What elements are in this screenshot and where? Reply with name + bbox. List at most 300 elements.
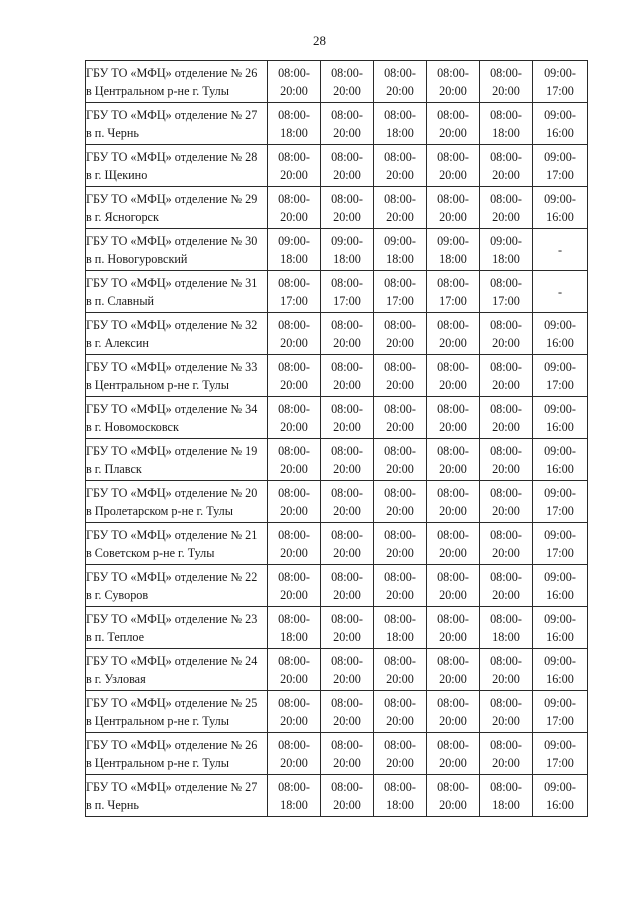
hours-cell: [480, 523, 533, 565]
hours-cell: [480, 397, 533, 439]
department-cell: [86, 775, 268, 817]
hours-open: 08:00-: [278, 695, 310, 710]
hours-close: 20:00: [333, 713, 361, 728]
hours-close: 20:00: [492, 377, 520, 392]
table-row: [86, 775, 588, 817]
hours-open: 08:00-: [331, 275, 363, 290]
hours-cell: [374, 775, 427, 817]
department-cell: [86, 733, 268, 775]
hours-cell: [533, 523, 588, 565]
hours-open: 08:00-: [278, 569, 310, 584]
hours-open: 08:00-: [384, 611, 416, 626]
hours-cell: [533, 439, 588, 481]
department-cell: [86, 565, 268, 607]
hours-cell: [533, 649, 588, 691]
hours-open: 08:00-: [384, 485, 416, 500]
hours-open: 08:00-: [331, 191, 363, 206]
hours-close: 16:00: [546, 629, 574, 644]
table-row: [86, 649, 588, 691]
hours-open: 08:00-: [384, 527, 416, 542]
hours-cell: [374, 397, 427, 439]
table-row: [86, 691, 588, 733]
hours-cell: [268, 691, 321, 733]
department-name: ГБУ ТО «МФЦ» отделение № 25: [86, 695, 258, 710]
hours-open: 08:00-: [384, 695, 416, 710]
hours-cell: [427, 271, 480, 313]
hours-open: 09:00-: [544, 149, 576, 164]
hours-open: 08:00-: [331, 401, 363, 416]
hours-close: 20:00: [439, 461, 467, 476]
table-row: [86, 313, 588, 355]
department-cell: [86, 271, 268, 313]
hours-cell: [533, 271, 588, 313]
hours-close: 20:00: [280, 671, 308, 686]
department-location: в г. Щекино: [86, 167, 148, 182]
hours-cell: [480, 691, 533, 733]
hours-cell: [268, 61, 321, 103]
hours-open: 09:00-: [544, 191, 576, 206]
department-name: ГБУ ТО «МФЦ» отделение № 19: [86, 443, 258, 458]
department-location: в п. Чернь: [86, 125, 139, 140]
department-location: в г. Суворов: [86, 587, 149, 602]
hours-cell: [374, 187, 427, 229]
hours-open: 08:00-: [278, 611, 310, 626]
hours-cell: [321, 565, 374, 607]
hours-cell: [321, 355, 374, 397]
hours-close: 20:00: [492, 167, 520, 182]
hours-cell: [374, 523, 427, 565]
hours-open: 08:00-: [490, 695, 522, 710]
department-name: ГБУ ТО «МФЦ» отделение № 28: [86, 149, 258, 164]
department-name: ГБУ ТО «МФЦ» отделение № 34: [86, 401, 258, 416]
hours-open: 09:00-: [544, 695, 576, 710]
hours-close: 18:00: [280, 251, 308, 266]
hours-open: 08:00-: [437, 359, 469, 374]
hours-open: 08:00-: [384, 275, 416, 290]
hours-cell: [321, 607, 374, 649]
hours-open: 08:00-: [331, 149, 363, 164]
hours-close: 16:00: [546, 125, 574, 140]
hours-close: 20:00: [386, 671, 414, 686]
hours-open: 08:00-: [437, 695, 469, 710]
hours-open: 08:00-: [331, 443, 363, 458]
hours-close: 20:00: [386, 503, 414, 518]
hours-close: 20:00: [333, 83, 361, 98]
hours-close: 16:00: [546, 209, 574, 224]
hours-cell: [533, 145, 588, 187]
hours-open: 09:00-: [544, 107, 576, 122]
hours-cell: [480, 145, 533, 187]
hours-open: 08:00-: [331, 65, 363, 80]
hours-cell: [533, 187, 588, 229]
hours-open: 09:00-: [544, 443, 576, 458]
hours-cell: [533, 691, 588, 733]
department-name: ГБУ ТО «МФЦ» отделение № 32: [86, 317, 258, 332]
hours-open: 08:00-: [278, 107, 310, 122]
hours-open: 08:00-: [490, 317, 522, 332]
hours-cell: [427, 691, 480, 733]
hours-open: 08:00-: [278, 317, 310, 332]
hours-cell: [533, 607, 588, 649]
hours-cell: [321, 187, 374, 229]
hours-cell: [268, 313, 321, 355]
department-cell: [86, 145, 268, 187]
hours-cell: [321, 229, 374, 271]
hours-open: 08:00-: [437, 317, 469, 332]
hours-close: 20:00: [280, 755, 308, 770]
hours-close: 20:00: [333, 209, 361, 224]
hours-open: 08:00-: [437, 737, 469, 752]
hours-open: 09:00-: [490, 233, 522, 248]
hours-close: 20:00: [492, 461, 520, 476]
hours-open: 09:00-: [544, 401, 576, 416]
hours-cell: [427, 61, 480, 103]
hours-cell: [427, 481, 480, 523]
hours-cell: [533, 733, 588, 775]
department-name: ГБУ ТО «МФЦ» отделение № 27: [86, 107, 258, 122]
hours-open: 08:00-: [490, 611, 522, 626]
hours-close: 16:00: [546, 671, 574, 686]
hours-close: 20:00: [386, 335, 414, 350]
hours-open: 09:00-: [544, 737, 576, 752]
hours-close: 20:00: [333, 503, 361, 518]
hours-cell: [374, 229, 427, 271]
hours-cell: [480, 229, 533, 271]
department-name: ГБУ ТО «МФЦ» отделение № 30: [86, 233, 258, 248]
hours-close: 20:00: [333, 167, 361, 182]
hours-cell: [427, 733, 480, 775]
hours-open: 08:00-: [384, 149, 416, 164]
hours-open: 08:00-: [384, 359, 416, 374]
hours-open: 08:00-: [384, 779, 416, 794]
hours-cell: [480, 355, 533, 397]
hours-close: 17:00: [439, 293, 467, 308]
hours-close: 20:00: [439, 671, 467, 686]
hours-close: 20:00: [386, 545, 414, 560]
department-name: ГБУ ТО «МФЦ» отделение № 24: [86, 653, 258, 668]
hours-cell: [268, 565, 321, 607]
table-row: [86, 229, 588, 271]
hours-cell: [427, 355, 480, 397]
hours-cell: [374, 481, 427, 523]
hours-cell: [374, 103, 427, 145]
hours-cell: [268, 649, 321, 691]
table-row: [86, 61, 588, 103]
hours-close: 20:00: [492, 209, 520, 224]
department-location: в п. Новогуровский: [86, 251, 188, 266]
hours-open: 08:00-: [384, 317, 416, 332]
department-cell: [86, 313, 268, 355]
hours-open: 08:00-: [437, 611, 469, 626]
department-location: в Пролетарском р-не г. Тулы: [86, 503, 233, 518]
hours-cell: [480, 733, 533, 775]
hours-open: 08:00-: [331, 779, 363, 794]
page-number: 28: [313, 33, 326, 48]
hours-open: 08:00-: [384, 653, 416, 668]
hours-open: 08:00-: [278, 401, 310, 416]
hours-cell: [427, 145, 480, 187]
hours-close: 20:00: [439, 167, 467, 182]
hours-open: 08:00-: [384, 107, 416, 122]
hours-close: 17:00: [546, 377, 574, 392]
table-row: [86, 271, 588, 313]
no-hours-dash: -: [557, 242, 563, 257]
hours-cell: [427, 775, 480, 817]
hours-open: 08:00-: [331, 611, 363, 626]
hours-close: 20:00: [492, 503, 520, 518]
hours-open: 08:00-: [490, 737, 522, 752]
hours-cell: [480, 187, 533, 229]
hours-close: 20:00: [439, 587, 467, 602]
hours-open: 08:00-: [331, 359, 363, 374]
department-name: ГБУ ТО «МФЦ» отделение № 20: [86, 485, 258, 500]
hours-close: 20:00: [280, 167, 308, 182]
hours-close: 20:00: [280, 545, 308, 560]
department-name: ГБУ ТО «МФЦ» отделение № 26: [86, 65, 258, 80]
hours-open: 08:00-: [490, 779, 522, 794]
department-cell: [86, 481, 268, 523]
hours-cell: [427, 565, 480, 607]
hours-cell: [533, 229, 588, 271]
hours-open: 08:00-: [437, 401, 469, 416]
hours-close: 18:00: [280, 629, 308, 644]
hours-close: 20:00: [492, 713, 520, 728]
hours-open: 08:00-: [331, 485, 363, 500]
hours-cell: [321, 691, 374, 733]
hours-cell: [268, 271, 321, 313]
department-location: в Центральном р-не г. Тулы: [86, 755, 229, 770]
hours-open: 09:00-: [544, 611, 576, 626]
hours-close: 20:00: [333, 377, 361, 392]
hours-cell: [427, 523, 480, 565]
hours-open: 09:00-: [544, 527, 576, 542]
department-location: в г. Ясногорск: [86, 209, 159, 224]
hours-close: 20:00: [439, 419, 467, 434]
department-cell: [86, 229, 268, 271]
hours-cell: [268, 439, 321, 481]
hours-close: 17:00: [333, 293, 361, 308]
hours-close: 20:00: [439, 713, 467, 728]
hours-close: 20:00: [333, 629, 361, 644]
hours-open: 08:00-: [278, 737, 310, 752]
department-cell: [86, 355, 268, 397]
hours-close: 17:00: [546, 167, 574, 182]
hours-cell: [480, 565, 533, 607]
hours-close: 20:00: [386, 167, 414, 182]
hours-open: 09:00-: [544, 653, 576, 668]
hours-close: 20:00: [439, 125, 467, 140]
hours-cell: [374, 565, 427, 607]
hours-open: 08:00-: [437, 149, 469, 164]
hours-cell: [268, 187, 321, 229]
hours-cell: [480, 481, 533, 523]
hours-open: 08:00-: [331, 737, 363, 752]
table-row: [86, 187, 588, 229]
table-row: [86, 481, 588, 523]
hours-close: 17:00: [492, 293, 520, 308]
schedule-body: [86, 61, 588, 817]
hours-close: 20:00: [280, 419, 308, 434]
hours-open: 08:00-: [437, 485, 469, 500]
hours-open: 08:00-: [384, 401, 416, 416]
department-location: в Центральном р-не г. Тулы: [86, 713, 229, 728]
hours-open: 09:00-: [544, 317, 576, 332]
hours-close: 18:00: [386, 125, 414, 140]
hours-close: 20:00: [333, 755, 361, 770]
hours-close: 20:00: [492, 545, 520, 560]
table-row: [86, 565, 588, 607]
hours-cell: [480, 607, 533, 649]
hours-open: 08:00-: [437, 107, 469, 122]
department-cell: [86, 691, 268, 733]
hours-cell: [374, 691, 427, 733]
hours-open: 08:00-: [490, 191, 522, 206]
hours-open: 08:00-: [278, 653, 310, 668]
department-name: ГБУ ТО «МФЦ» отделение № 21: [86, 527, 258, 542]
department-name: ГБУ ТО «МФЦ» отделение № 27: [86, 779, 258, 794]
hours-open: 08:00-: [384, 443, 416, 458]
hours-close: 18:00: [386, 251, 414, 266]
hours-close: 20:00: [280, 503, 308, 518]
hours-open: 09:00-: [544, 779, 576, 794]
department-cell: [86, 61, 268, 103]
hours-close: 20:00: [280, 713, 308, 728]
table-row: [86, 607, 588, 649]
department-name: ГБУ ТО «МФЦ» отделение № 31: [86, 275, 258, 290]
hours-open: 08:00-: [331, 569, 363, 584]
hours-open: 08:00-: [490, 653, 522, 668]
hours-close: 20:00: [280, 377, 308, 392]
hours-close: 20:00: [439, 335, 467, 350]
department-name: ГБУ ТО «МФЦ» отделение № 23: [86, 611, 258, 626]
department-name: ГБУ ТО «МФЦ» отделение № 33: [86, 359, 258, 374]
hours-close: 17:00: [546, 83, 574, 98]
hours-cell: [427, 187, 480, 229]
hours-close: 20:00: [386, 419, 414, 434]
hours-close: 16:00: [546, 335, 574, 350]
hours-open: 08:00-: [437, 653, 469, 668]
department-location: в Центральном р-не г. Тулы: [86, 377, 229, 392]
hours-open: 08:00-: [331, 695, 363, 710]
hours-close: 16:00: [546, 797, 574, 812]
hours-cell: [374, 145, 427, 187]
hours-cell: [321, 775, 374, 817]
department-cell: [86, 523, 268, 565]
hours-close: 20:00: [492, 83, 520, 98]
department-location: в п. Теплое: [86, 629, 145, 644]
hours-cell: [480, 313, 533, 355]
hours-close: 18:00: [280, 125, 308, 140]
hours-close: 20:00: [492, 671, 520, 686]
hours-close: 20:00: [386, 377, 414, 392]
hours-close: 18:00: [386, 629, 414, 644]
hours-cell: [268, 775, 321, 817]
hours-close: 20:00: [280, 209, 308, 224]
hours-close: 17:00: [546, 503, 574, 518]
hours-open: 09:00-: [544, 569, 576, 584]
department-name: ГБУ ТО «МФЦ» отделение № 22: [86, 569, 258, 584]
hours-cell: [480, 775, 533, 817]
hours-close: 17:00: [546, 545, 574, 560]
hours-open: 09:00-: [544, 65, 576, 80]
hours-cell: [533, 397, 588, 439]
hours-cell: [321, 271, 374, 313]
hours-close: 20:00: [439, 209, 467, 224]
hours-cell: [268, 607, 321, 649]
hours-cell: [268, 733, 321, 775]
hours-open: 08:00-: [490, 401, 522, 416]
hours-close: 20:00: [386, 461, 414, 476]
hours-cell: [321, 61, 374, 103]
hours-open: 08:00-: [331, 527, 363, 542]
hours-cell: [533, 61, 588, 103]
hours-close: 18:00: [492, 629, 520, 644]
hours-open: 08:00-: [437, 527, 469, 542]
hours-open: 08:00-: [384, 737, 416, 752]
hours-open: 08:00-: [490, 485, 522, 500]
hours-close: 20:00: [333, 587, 361, 602]
department-location: в п. Славный: [86, 293, 155, 308]
hours-close: 17:00: [280, 293, 308, 308]
hours-open: 08:00-: [278, 485, 310, 500]
hours-cell: [268, 397, 321, 439]
table-row: [86, 145, 588, 187]
hours-close: 20:00: [492, 587, 520, 602]
hours-close: 20:00: [386, 209, 414, 224]
hours-cell: [374, 439, 427, 481]
hours-open: 08:00-: [437, 65, 469, 80]
hours-open: 08:00-: [490, 359, 522, 374]
hours-open: 09:00-: [544, 485, 576, 500]
hours-close: 20:00: [386, 587, 414, 602]
hours-open: 09:00-: [384, 233, 416, 248]
hours-close: 20:00: [439, 755, 467, 770]
department-cell: [86, 187, 268, 229]
hours-cell: [268, 523, 321, 565]
hours-close: 20:00: [439, 797, 467, 812]
hours-cell: [321, 313, 374, 355]
hours-cell: [427, 103, 480, 145]
table-row: [86, 523, 588, 565]
hours-open: 08:00-: [331, 317, 363, 332]
hours-close: 18:00: [439, 251, 467, 266]
table-row: [86, 103, 588, 145]
hours-open: 08:00-: [490, 527, 522, 542]
hours-open: 08:00-: [490, 107, 522, 122]
hours-close: 20:00: [333, 797, 361, 812]
department-cell: [86, 397, 268, 439]
hours-close: 20:00: [333, 419, 361, 434]
table-row: [86, 439, 588, 481]
department-location: в г. Новомосковск: [86, 419, 179, 434]
hours-close: 20:00: [439, 629, 467, 644]
department-cell: [86, 103, 268, 145]
hours-close: 18:00: [492, 125, 520, 140]
hours-cell: [321, 439, 374, 481]
hours-cell: [374, 271, 427, 313]
hours-open: 08:00-: [384, 65, 416, 80]
hours-cell: [374, 607, 427, 649]
hours-open: 08:00-: [278, 359, 310, 374]
hours-close: 20:00: [439, 503, 467, 518]
hours-cell: [480, 271, 533, 313]
hours-cell: [533, 481, 588, 523]
hours-close: 20:00: [333, 545, 361, 560]
hours-close: 16:00: [546, 461, 574, 476]
hours-open: 08:00-: [384, 191, 416, 206]
hours-close: 20:00: [333, 671, 361, 686]
hours-close: 20:00: [333, 461, 361, 476]
